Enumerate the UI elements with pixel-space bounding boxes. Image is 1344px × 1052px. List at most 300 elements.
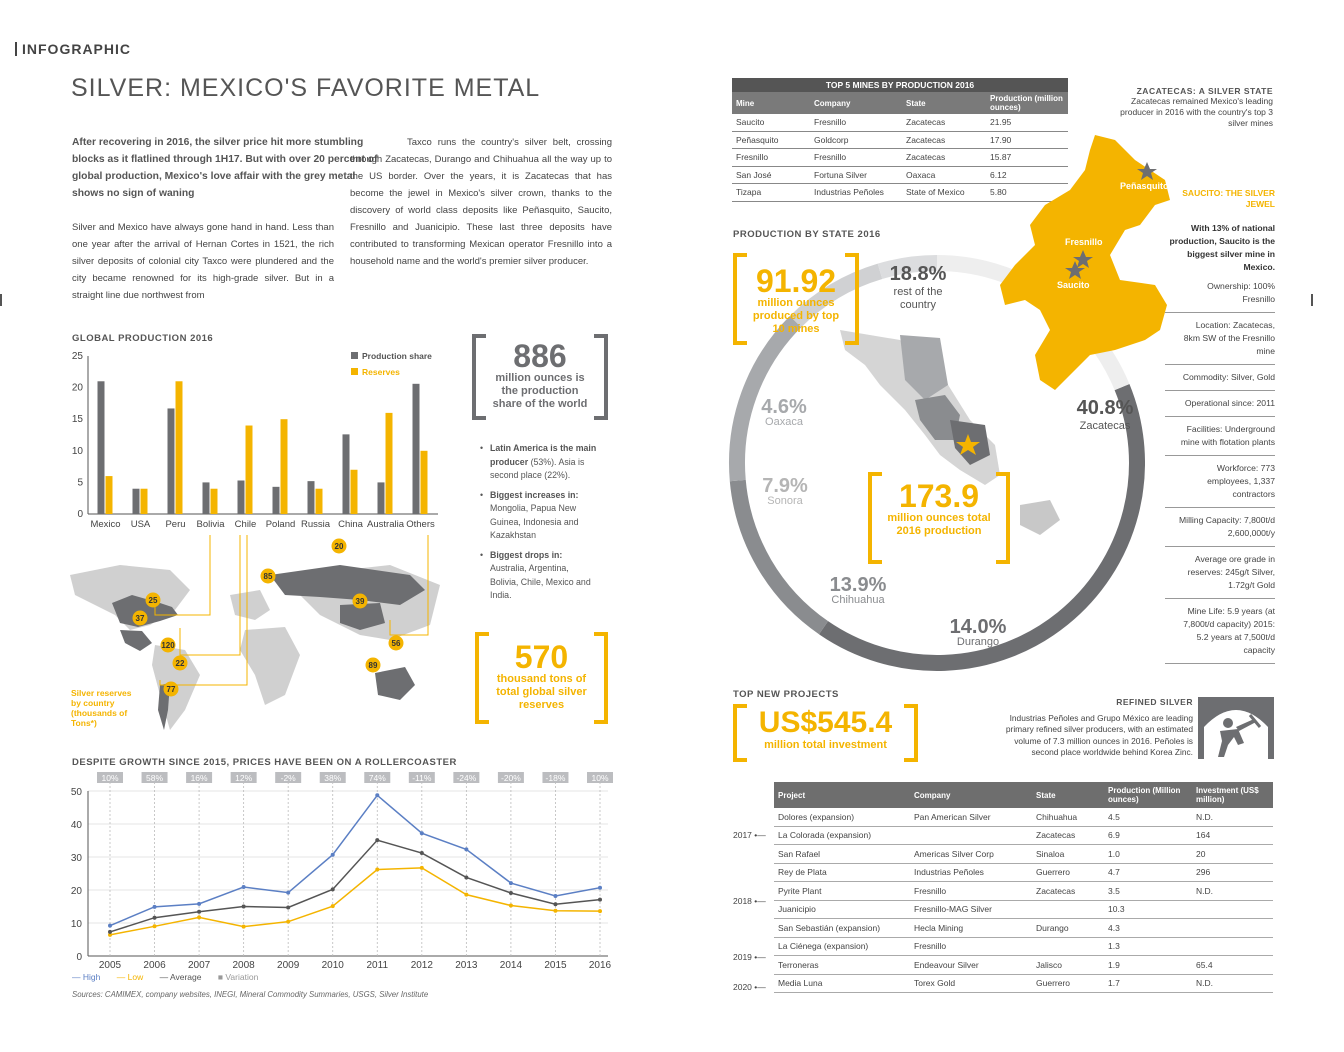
x-tick-label: 2016 xyxy=(588,960,612,971)
project-cell xyxy=(1192,900,1273,919)
saucito-item: Operational since: 2011 xyxy=(1165,391,1275,417)
variation-label: 38% xyxy=(324,773,342,783)
project-cell: San Sebastián (expansion) xyxy=(774,919,910,938)
project-cell: 4.7 xyxy=(1104,863,1192,882)
production-by-state-title: PRODUCTION BY STATE 2016 xyxy=(733,229,881,240)
y-tick-label: 40 xyxy=(70,820,82,831)
stat-9192-text: million ounces produced by top 10 mines xyxy=(752,297,840,335)
col-company: Company xyxy=(910,782,1032,808)
x-tick-label: China xyxy=(338,519,363,530)
year-2019: 2019 •— xyxy=(733,952,766,962)
project-cell: Zacatecas xyxy=(1032,826,1104,845)
saucito-item: Workforce: 773 employees, 1,337 contractors xyxy=(1165,456,1275,508)
y-tick-label: 20 xyxy=(71,382,83,394)
series-line xyxy=(110,840,600,932)
map-label-fresnillo: Fresnillo xyxy=(1065,237,1103,247)
year-2018: 2018 •— xyxy=(733,896,766,906)
mine-cell: Fresnillo xyxy=(732,149,810,167)
zacatecas-text: Zacatecas remained Mexico's leading producer in 2016 with the country's top 3 silver mines xyxy=(1120,96,1273,128)
pie-name: Oaxaca xyxy=(765,416,803,428)
pie-pct: 13.9% xyxy=(829,574,887,596)
col-state: State xyxy=(1032,782,1104,808)
sources-note: Sources: CAMIMEX, company websites, INEGI, Mineral Commodity Summaries, USGS, Silver Institute xyxy=(72,990,429,999)
series-line xyxy=(110,868,600,935)
mine-cell: 15.87 xyxy=(986,149,1068,167)
pie-label-sonora xyxy=(750,475,820,507)
series-point xyxy=(197,915,201,919)
stat-886-box xyxy=(472,334,608,420)
page-edge-mark-right xyxy=(1311,294,1313,306)
col-state: State xyxy=(902,92,986,114)
series-point xyxy=(153,905,157,909)
pie-name: rest of the country xyxy=(893,286,943,311)
x-tick-label: Poland xyxy=(265,519,296,530)
x-tick-label: 2006 xyxy=(143,960,166,971)
project-row xyxy=(774,919,1273,938)
col-production: Production (Million ounces) xyxy=(1104,782,1192,808)
project-cell: Media Luna xyxy=(774,974,910,993)
x-tick-label: USA xyxy=(130,519,151,530)
bar xyxy=(386,413,393,514)
price-legend xyxy=(72,972,258,982)
project-cell: Terroneras xyxy=(774,956,910,975)
x-tick-label: Others xyxy=(406,519,435,530)
bar xyxy=(176,381,183,514)
series-point xyxy=(420,851,424,855)
bar xyxy=(316,489,323,514)
y-tick-label: 50 xyxy=(70,787,82,798)
projects-table xyxy=(774,782,1273,993)
year-label: 2017 xyxy=(733,830,752,840)
project-cell: 10.3 xyxy=(1104,900,1192,919)
refined-text: Industrias Peñoles and Grupo México are leading primary refined silver producers, with an estimated volume of 7.3 million ounces in 2016. Peñoles is second place worldwide behind Korea Zinc. xyxy=(1005,713,1193,758)
project-row xyxy=(774,882,1273,901)
reserve-value: 89 xyxy=(368,661,378,670)
variation-label: 12% xyxy=(235,773,253,783)
series-point xyxy=(242,905,246,909)
bullet-dot: • xyxy=(480,489,484,500)
mine-cell: Industrias Peñoles xyxy=(810,184,902,202)
global-production-chart xyxy=(60,345,450,535)
project-row xyxy=(774,937,1273,956)
pie-pct: 7.9% xyxy=(762,475,808,497)
bar xyxy=(308,481,315,514)
top-mines-title: TOP 5 MINES BY PRODUCTION 2016 xyxy=(732,78,1068,92)
pie-label-rest xyxy=(880,263,956,312)
legend-high-label: High xyxy=(82,972,101,982)
mine-cell: 17.90 xyxy=(986,131,1068,149)
project-cell: La Ciénega (expansion) xyxy=(774,937,910,956)
project-cell: Fresnillo xyxy=(910,882,1032,901)
series-point xyxy=(464,847,468,851)
y-tick-label: 25 xyxy=(71,351,83,362)
saucito-items xyxy=(1165,274,1275,664)
miner-icon xyxy=(1198,697,1274,759)
zacatecas-map xyxy=(995,130,1175,400)
legend-variation: ■ Variation xyxy=(217,972,259,982)
year-label: 2020 xyxy=(733,982,752,992)
project-cell: 65.4 xyxy=(1192,956,1273,975)
bullet-list xyxy=(480,442,598,603)
bracket-left xyxy=(733,253,747,345)
series-point xyxy=(420,866,424,870)
series-point xyxy=(242,885,246,889)
bracket-right xyxy=(594,334,608,420)
bar xyxy=(211,489,218,514)
pie-label-durango xyxy=(935,616,1021,648)
project-row xyxy=(774,826,1273,845)
bullet-bold: Biggest drops in: xyxy=(490,549,563,560)
refined-title: REFINED SILVER xyxy=(1116,697,1193,707)
mine-cell: San José xyxy=(732,166,810,184)
section-text: INFOGRAPHIC xyxy=(22,41,131,57)
x-tick-label: 2009 xyxy=(277,960,300,971)
reserve-value: 20 xyxy=(334,542,344,551)
reserve-value: 22 xyxy=(175,659,185,668)
section-bar xyxy=(15,42,17,56)
project-row xyxy=(774,863,1273,882)
project-cell: 6.9 xyxy=(1104,826,1192,845)
variation-label: -24% xyxy=(456,773,477,783)
stat-886-value: 886 xyxy=(513,338,567,374)
series-point xyxy=(553,894,557,898)
project-cell: Fresnillo xyxy=(910,937,1032,956)
series-point xyxy=(598,886,602,890)
x-tick-label: 2007 xyxy=(187,960,211,971)
year-2020: 2020 •— xyxy=(733,982,766,992)
series-point xyxy=(286,920,290,924)
project-cell xyxy=(910,826,1032,845)
bracket-left xyxy=(475,632,489,724)
saucito-lead: With 13% of national production, Saucito is the biggest silver mine in Mexico. xyxy=(1169,223,1275,272)
project-cell: N.D. xyxy=(1192,882,1273,901)
bullet-bold: Biggest increases in: xyxy=(490,489,579,500)
stat-9192-box xyxy=(733,253,859,345)
mine-cell: Zacatecas xyxy=(902,131,986,149)
variation-label: -2% xyxy=(280,773,296,783)
saucito-title: SAUCITO: THE SILVER JEWEL xyxy=(1182,188,1275,209)
project-cell: Dolores (expansion) xyxy=(774,808,910,826)
pie-name: Durango xyxy=(956,636,1000,648)
series-point xyxy=(375,868,379,872)
saucito-item: Commodity: Silver, Gold xyxy=(1165,365,1275,391)
project-cell: N.D. xyxy=(1192,974,1273,993)
x-tick-label: 2014 xyxy=(499,960,523,971)
series-point xyxy=(286,891,290,895)
project-cell: 1.3 xyxy=(1104,937,1192,956)
y-tick-label: 5 xyxy=(77,477,83,489)
bracket-right xyxy=(996,472,1010,564)
page-edge-mark-left xyxy=(0,294,2,306)
x-tick-label: 2010 xyxy=(321,960,344,971)
stat-886-text: million ounces is the production share of the world xyxy=(492,372,588,410)
stat-570-box xyxy=(475,632,608,724)
legend-low: — Low xyxy=(116,972,144,982)
bracket-right xyxy=(904,704,918,762)
series-point xyxy=(464,893,468,897)
bar xyxy=(98,381,105,514)
legend-low-label: Low xyxy=(127,972,144,982)
legend-average-label: Average xyxy=(169,972,202,982)
mine-cell: 21.95 xyxy=(986,114,1068,131)
project-cell: Guerrero xyxy=(1032,863,1104,882)
saucito-item: Milling Capacity: 7,800t/d 2,600,000t/y xyxy=(1165,508,1275,547)
project-cell: Pyrite Plant xyxy=(774,882,910,901)
reserves-note: Silver reserves by country (thousands of Tons*) xyxy=(71,688,132,728)
mine-cell: 6.12 xyxy=(986,166,1068,184)
legend-high: — High xyxy=(72,972,101,982)
project-cell: 296 xyxy=(1192,863,1273,882)
bullet-dot: • xyxy=(480,443,484,453)
project-cell: 1.0 xyxy=(1104,845,1192,864)
bar xyxy=(351,470,358,514)
project-cell: 1.7 xyxy=(1104,974,1192,993)
project-cell: Rey de Plata xyxy=(774,863,910,882)
mine-cell: Fresnillo xyxy=(810,114,902,131)
year-label: 2018 xyxy=(733,896,752,906)
project-cell: 3.5 xyxy=(1104,882,1192,901)
variation-label: 16% xyxy=(190,773,208,783)
project-cell xyxy=(1192,919,1273,938)
y-tick-label: 0 xyxy=(77,509,83,520)
bar xyxy=(378,482,385,514)
project-cell: La Colorada (expansion) xyxy=(774,826,910,845)
project-cell: Pan American Silver xyxy=(910,808,1032,826)
project-cell: Torex Gold xyxy=(910,974,1032,993)
project-cell: Sinaloa xyxy=(1032,845,1104,864)
bar xyxy=(281,419,288,514)
x-tick-label: Russia xyxy=(300,519,331,530)
project-cell xyxy=(1032,937,1104,956)
zacatecas-box xyxy=(1100,86,1273,129)
map-label-penasquito: Peñasquito xyxy=(1120,181,1169,191)
bracket-left xyxy=(472,334,486,420)
reserve-value: 25 xyxy=(148,596,158,605)
x-tick-label: 2011 xyxy=(366,960,389,971)
mine-row xyxy=(732,114,1068,131)
project-row xyxy=(774,845,1273,864)
col-production: Production (million ounces) xyxy=(986,92,1068,114)
reserve-value: 120 xyxy=(161,641,175,650)
y-tick-label: 30 xyxy=(70,853,82,864)
series-point xyxy=(420,831,424,835)
bullet-item xyxy=(480,549,598,603)
stat-9192-value: 91.92 xyxy=(755,263,837,299)
stat-545-value: US$545.4 xyxy=(758,706,893,739)
project-cell xyxy=(1032,900,1104,919)
x-tick-label: Australia xyxy=(367,519,404,530)
y-tick-label: 0 xyxy=(76,952,82,963)
series-point xyxy=(108,930,112,934)
x-tick-label: Chile xyxy=(234,519,257,530)
variation-label: 58% xyxy=(146,773,164,783)
project-row xyxy=(774,956,1273,975)
project-cell: Zacatecas xyxy=(1032,882,1104,901)
project-cell: Jalisco xyxy=(1032,956,1104,975)
project-row xyxy=(774,974,1273,993)
mine-cell: Fresnillo xyxy=(810,149,902,167)
x-tick-label: 2008 xyxy=(232,960,255,971)
saucito-box xyxy=(1165,188,1275,664)
stat-545-text: million total investment xyxy=(764,739,887,751)
global-production-title: GLOBAL PRODUCTION 2016 xyxy=(72,333,214,344)
year-2017: 2017 •— xyxy=(733,830,766,840)
mine-cell: 5.80 xyxy=(986,184,1068,202)
legend-swatch xyxy=(351,352,358,359)
mine-cell: Tizapa xyxy=(732,184,810,202)
bracket-left xyxy=(733,704,747,762)
legend-label: Production share xyxy=(362,351,432,361)
bullet-item xyxy=(480,489,598,543)
mine-cell: Oaxaca xyxy=(902,166,986,184)
series-point xyxy=(242,925,246,929)
bracket-right xyxy=(845,253,859,345)
year-label: 2019 xyxy=(733,952,752,962)
zacatecas-title: ZACATECAS: A SILVER STATE xyxy=(1136,86,1273,96)
col-mine: Mine xyxy=(732,92,810,114)
bar xyxy=(246,426,253,514)
pie-label-zacatecas xyxy=(1060,397,1150,432)
bullet-bold: Latin America is the main producer xyxy=(490,443,597,467)
x-tick-label: Peru xyxy=(165,519,186,530)
price-chart xyxy=(60,768,620,980)
project-cell: Americas Silver Corp xyxy=(910,845,1032,864)
mine-cell: Saucito xyxy=(732,114,810,131)
series-point xyxy=(331,904,335,908)
pie-label-oaxaca xyxy=(748,396,820,428)
bracket-right xyxy=(594,632,608,724)
saucito-item: Facilities: Underground mine with flotation plants xyxy=(1165,417,1275,456)
project-cell: 20 xyxy=(1192,845,1273,864)
pie-pct: 40.8% xyxy=(1076,397,1134,419)
project-cell: San Rafael xyxy=(774,845,910,864)
stat-545-box xyxy=(733,704,918,762)
series-point xyxy=(153,924,157,928)
mine-cell: Zacatecas xyxy=(902,114,986,131)
x-tick-label: 2015 xyxy=(544,960,567,971)
x-tick-label: Bolivia xyxy=(196,519,225,530)
variation-label: -11% xyxy=(412,773,432,783)
variation-label: 10% xyxy=(101,773,119,783)
project-row xyxy=(774,900,1273,919)
stat-570-value: 570 xyxy=(514,639,569,675)
project-years xyxy=(730,780,772,1000)
series-point xyxy=(108,924,112,928)
project-cell: Industrias Peñoles xyxy=(910,863,1032,882)
project-cell: Chihuahua xyxy=(1032,808,1104,826)
bullet-dot: • xyxy=(480,549,484,560)
col-investment: Investment (US$ million) xyxy=(1192,782,1273,808)
saucito-item: Average ore grade in reserves: 245g/t Silver, 1.72g/t Gold xyxy=(1165,547,1275,599)
stat-1739-value: 173.9 xyxy=(898,478,980,514)
bar xyxy=(343,434,350,514)
bracket-left xyxy=(868,472,882,564)
bar xyxy=(273,487,280,514)
page-title: SILVER: MEXICO'S FAVORITE METAL xyxy=(71,74,541,102)
bullet-rest: Australia, Argentina, Bolivia, Chile, Mexico and India. xyxy=(490,563,591,600)
stat-570-text: thousand tons of total global silver reserves xyxy=(496,673,587,711)
body-column-2: Taxco runs the country's silver belt, crossing through Zacatecas, Durango and Chihuahua all the way up to the US border. Over the years, it is Zacatecas that has become the jewel in Mexico's silver crown, thanks to the discovery of world class deposits like Peñasquito, Saucito, Fresnillo and Juanicipio. These last three deposits have contributed to transforming Mexican operator Fresnillo into a household name and the world's premier silver producer. xyxy=(350,137,612,267)
project-cell: Durango xyxy=(1032,919,1104,938)
series-point xyxy=(598,898,602,902)
price-chart-title: DESPITE GROWTH SINCE 2015, PRICES HAVE BEEN ON A ROLLERCOASTER xyxy=(72,757,457,768)
x-tick-label: Mexico xyxy=(90,519,121,530)
project-cell: Guerrero xyxy=(1032,974,1104,993)
saucito-item: Ownership: 100% Fresnillo xyxy=(1165,274,1275,313)
col-project: Project xyxy=(774,782,910,808)
refined-silver-box xyxy=(985,697,1193,759)
bar xyxy=(106,476,113,514)
y-tick-label: 10 xyxy=(70,919,82,930)
reserve-value: 39 xyxy=(355,597,365,606)
saucito-item: Location: Zacatecas, 8km SW of the Fresnillo mine xyxy=(1165,313,1275,365)
bullet-rest: Mongolia, Papua New Guinea, Indonesia and Kazakhstan xyxy=(490,503,579,540)
section-label xyxy=(15,41,131,57)
bullet-item xyxy=(480,442,598,483)
project-cell: 4.3 xyxy=(1104,919,1192,938)
project-cell: N.D. xyxy=(1192,808,1273,826)
project-cell: 4.5 xyxy=(1104,808,1192,826)
pie-name: Chihuahua xyxy=(831,594,885,606)
intro-text: After recovering in 2016, the silver price hit more stumbling blocks as it flatlined through 1H17. But with over 20 percent of global production, Mexico's love affair with the grey metal shows no sign of waning xyxy=(72,137,378,199)
stat-1739-box xyxy=(868,472,1010,564)
legend-average: — Average xyxy=(159,972,202,982)
legend-label: Reserves xyxy=(362,367,400,377)
series-line xyxy=(110,795,600,925)
series-point xyxy=(553,902,557,906)
pie-pct: 18.8% xyxy=(889,263,947,285)
reserve-value: 37 xyxy=(135,614,145,623)
project-cell xyxy=(1192,937,1273,956)
mine-cell: Zacatecas xyxy=(902,149,986,167)
y-tick-label: 10 xyxy=(71,445,83,457)
project-cell: Fresnillo-MAG Silver xyxy=(910,900,1032,919)
reserve-value: 56 xyxy=(391,639,401,648)
bar xyxy=(141,489,148,514)
variation-label: 74% xyxy=(368,773,386,783)
series-point xyxy=(375,793,379,797)
bar xyxy=(421,451,428,514)
reserve-value: 85 xyxy=(263,572,273,581)
pie-name: Sonora xyxy=(767,495,803,507)
series-point xyxy=(509,881,513,885)
series-point xyxy=(509,891,513,895)
pie-name: Zacatecas xyxy=(1079,420,1131,432)
series-point xyxy=(598,909,602,913)
reserve-value: 77 xyxy=(166,685,176,694)
col-company: Company xyxy=(810,92,902,114)
map-label-saucito: Saucito xyxy=(1057,280,1090,290)
mine-cell: Fortuna Silver xyxy=(810,166,902,184)
stat-1739-text: million ounces total 2016 production xyxy=(887,512,991,537)
project-cell: Juanicipio xyxy=(774,900,910,919)
series-point xyxy=(197,910,201,914)
series-point xyxy=(197,902,201,906)
project-row xyxy=(774,808,1273,826)
pie-pct: 4.6% xyxy=(761,396,807,418)
legend-variation-label: Variation xyxy=(225,972,259,982)
y-tick-label: 15 xyxy=(71,414,83,426)
saucito-item: Mine Life: 5.9 years (at 7,800t/d capacity) 2015: 5.2 years at 7,500t/d capacity xyxy=(1165,599,1275,664)
variation-label: 10% xyxy=(591,773,609,783)
series-point xyxy=(464,875,468,879)
y-tick-label: 20 xyxy=(70,886,82,897)
series-point xyxy=(286,905,290,909)
project-cell: 1.9 xyxy=(1104,956,1192,975)
pie-pct: 14.0% xyxy=(949,616,1007,638)
series-point xyxy=(509,904,513,908)
project-cell: Endeavour Silver xyxy=(910,956,1032,975)
